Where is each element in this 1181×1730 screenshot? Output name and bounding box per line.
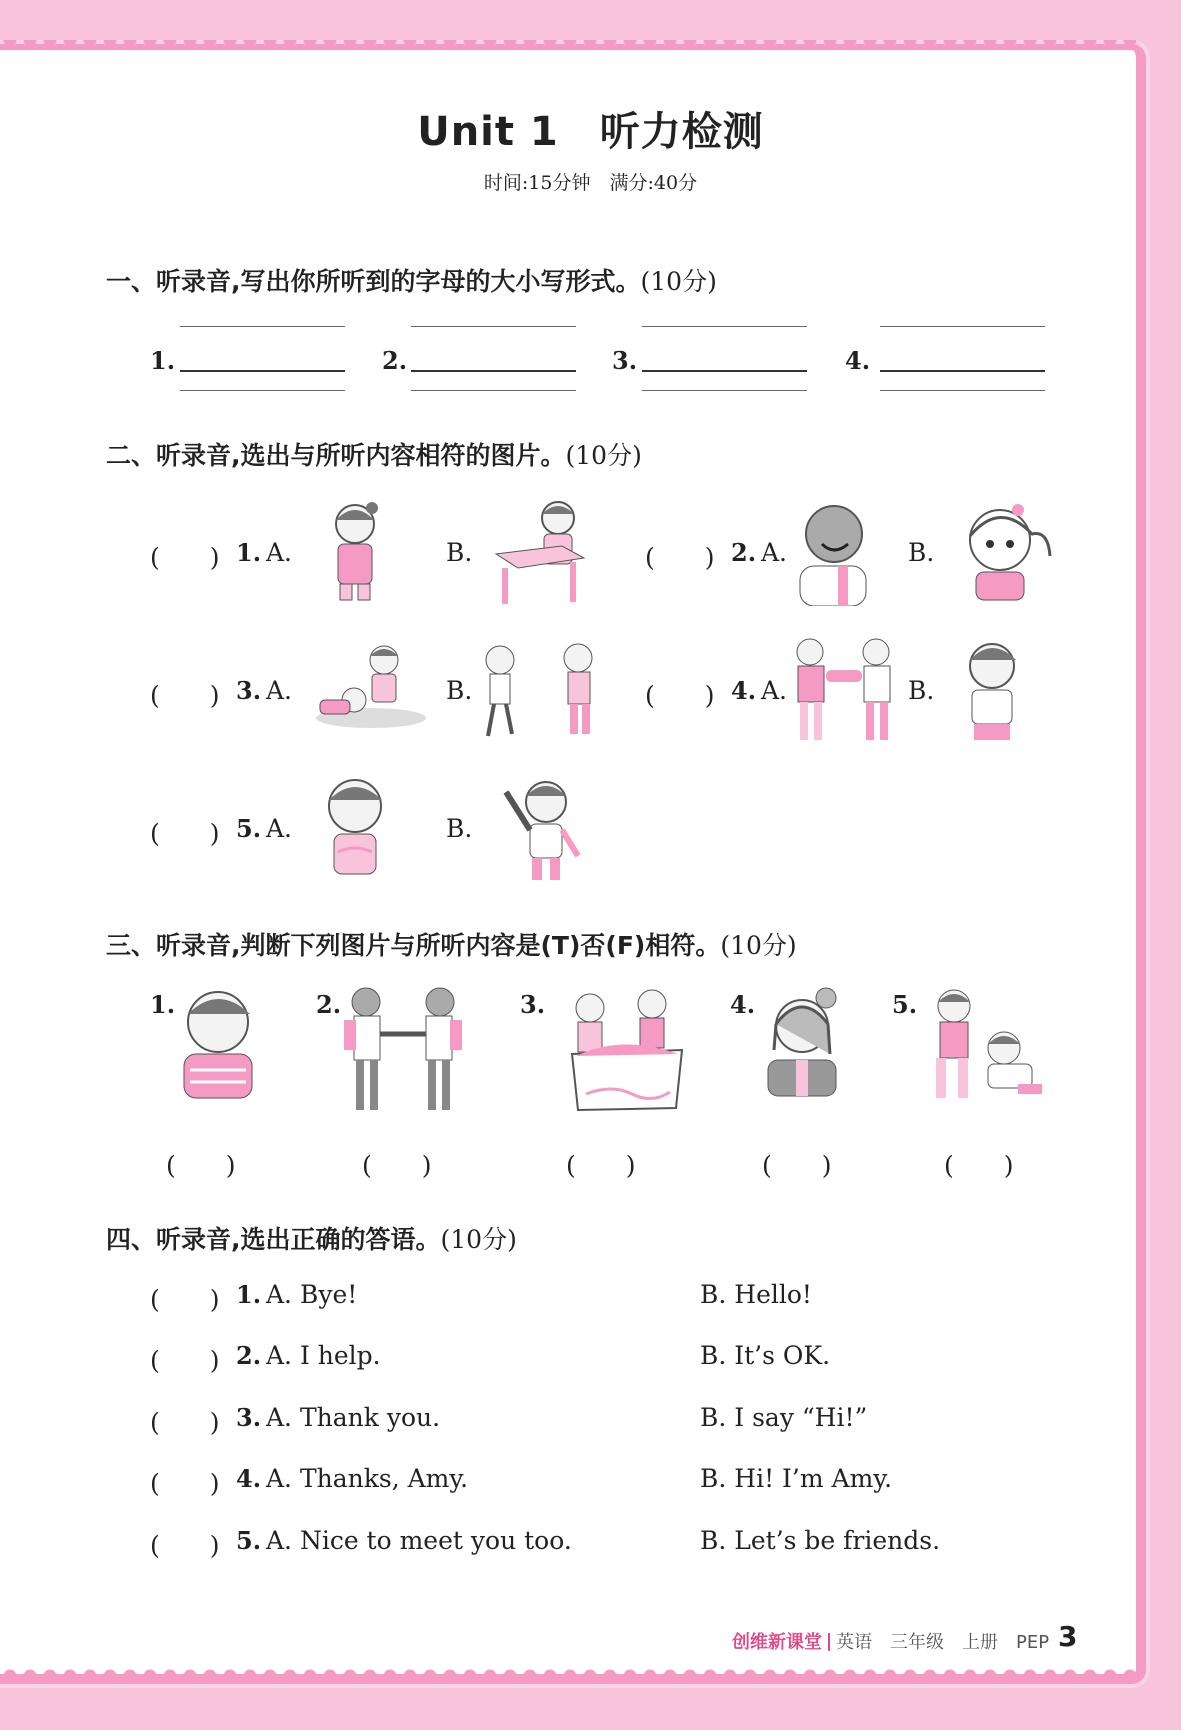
wavy-border-bottom <box>0 1662 1136 1676</box>
s4-item-2-option-b: B. It’s OK. <box>700 1341 831 1370</box>
s2-item-4-b-label: B. <box>908 676 935 705</box>
s1-write-line-4[interactable] <box>880 370 1045 372</box>
s1-line <box>411 390 576 391</box>
s2-item-3-a-label: A. <box>266 676 293 705</box>
s4-item-4-option-b: B. Hi! I’m Amy. <box>700 1464 893 1493</box>
section2-points: (10分) <box>565 441 642 470</box>
s4-item-5-option-a: A. Nice to meet you too. <box>266 1526 572 1555</box>
s2-item-1-a-label: A. <box>266 538 293 567</box>
section2-title: 二、听录音,选出与所听内容相符的图片。 <box>106 441 566 470</box>
s1-line <box>180 326 345 327</box>
s1-item-2-number: 2. <box>382 346 408 375</box>
boy-thinking-illustration <box>176 984 260 1104</box>
section3-heading <box>106 926 797 962</box>
s3-answer-paren-2[interactable]: ( ) <box>362 1151 432 1180</box>
s2-item-2-a-label: A. <box>761 538 788 567</box>
girl-smiling-illustration <box>760 984 844 1100</box>
s2-item-3-number: 3. <box>236 676 262 705</box>
s3-answer-paren-5[interactable]: ( ) <box>944 1151 1014 1180</box>
s4-item-5-number: 5. <box>236 1526 262 1555</box>
s4-item-2-number: 2. <box>236 1341 262 1370</box>
s1-line <box>180 390 345 391</box>
girl-at-desk-illustration <box>492 496 592 606</box>
s1-item-1-number: 1. <box>150 346 176 375</box>
s1-line <box>642 326 807 327</box>
boy-helping-fallen-boy-illustration <box>918 984 1044 1108</box>
page-subtitle: 时间:15分钟 满分:40分 <box>483 172 698 194</box>
s4-item-5-option-b: B. Let’s be friends. <box>700 1526 941 1555</box>
s2-item-5-b-label: B. <box>446 814 473 843</box>
s4-answer-paren-3[interactable]: ( ) <box>150 1408 220 1437</box>
s4-answer-paren-5[interactable]: ( ) <box>150 1531 220 1560</box>
section3-title: 三、听录音,判断下列图片与所听内容是(T)否(F)相符。 <box>106 931 721 960</box>
s1-write-line-1[interactable] <box>180 370 345 372</box>
s4-item-4-number: 4. <box>236 1464 262 1493</box>
s3-answer-paren-4[interactable]: ( ) <box>762 1151 832 1180</box>
s1-line <box>411 326 576 327</box>
boy-smiling-illustration <box>792 494 872 606</box>
s4-answer-paren-4[interactable]: ( ) <box>150 1469 220 1498</box>
s3-item-5-number: 5. <box>892 990 918 1019</box>
s4-item-3-option-b: B. I say “Hi!” <box>700 1403 868 1432</box>
s2-item-1-number: 1. <box>236 538 262 567</box>
s2-item-2-number: 2. <box>731 538 757 567</box>
boy-waving-hello-illustration <box>494 772 584 882</box>
s2-answer-paren-2[interactable]: ( ) <box>645 543 715 572</box>
s1-line <box>880 326 1045 327</box>
boy-rubbing-eyes-illustration <box>318 774 392 880</box>
section1-points: (10分) <box>640 267 717 296</box>
section1-heading <box>106 262 717 298</box>
s1-line <box>642 390 807 391</box>
s2-answer-paren-4[interactable]: ( ) <box>645 681 715 710</box>
s2-item-5-number: 5. <box>236 814 262 843</box>
s3-item-3-number: 3. <box>520 990 546 1019</box>
s1-item-3-number: 3. <box>612 346 638 375</box>
s4-answer-paren-2[interactable]: ( ) <box>150 1346 220 1375</box>
boys-shaking-hands-illustration <box>344 984 462 1114</box>
page-title: Unit 1 听力检测 <box>417 109 764 155</box>
footer-brand: 创维新课堂 <box>732 1632 822 1653</box>
s2-answer-paren-3[interactable]: ( ) <box>150 681 220 710</box>
section3-points: (10分) <box>720 931 797 960</box>
wavy-border-top <box>0 40 1136 52</box>
boy-helping-girl-illustration <box>314 640 429 730</box>
boy-standing-illustration <box>958 636 1028 742</box>
s2-answer-paren-1[interactable]: ( ) <box>150 543 220 572</box>
section2-heading <box>106 436 642 472</box>
girl-waving-illustration <box>950 500 1055 602</box>
kids-sharing-illustration <box>790 636 896 744</box>
s4-item-1-option-a: A. Bye! <box>266 1280 358 1309</box>
s4-item-4-option-a: A. Thanks, Amy. <box>266 1464 469 1493</box>
s4-item-1-number: 1. <box>236 1280 262 1309</box>
footer <box>732 1628 1049 1654</box>
section4-heading <box>106 1220 517 1256</box>
s2-answer-paren-5[interactable]: ( ) <box>150 819 220 848</box>
s2-item-2-b-label: B. <box>908 538 935 567</box>
footer-info: 英语 三年级 上册 PEP <box>836 1632 1050 1653</box>
s1-line <box>880 390 1045 391</box>
s2-item-1-b-label: B. <box>446 538 473 567</box>
kids-at-toy-box-illustration <box>552 984 692 1114</box>
s1-item-4-number: 4. <box>845 346 871 375</box>
s3-answer-paren-1[interactable]: ( ) <box>166 1151 236 1180</box>
girl-thinking-illustration <box>318 498 393 603</box>
s4-item-3-option-a: A. Thank you. <box>266 1403 441 1432</box>
section1-title: 一、听录音,写出你所听到的字母的大小写形式。 <box>106 267 641 296</box>
s2-item-4-number: 4. <box>731 676 757 705</box>
s2-item-3-b-label: B. <box>446 676 473 705</box>
s4-item-3-number: 3. <box>236 1403 262 1432</box>
section4-points: (10分) <box>440 1225 517 1254</box>
s3-answer-paren-3[interactable]: ( ) <box>566 1151 636 1180</box>
s1-write-line-2[interactable] <box>411 370 576 372</box>
s3-item-1-number: 1. <box>150 990 176 1019</box>
s4-item-1-option-b: B. Hello! <box>700 1280 812 1309</box>
footer-divider <box>828 1633 830 1651</box>
s4-item-2-option-a: A. I help. <box>266 1341 381 1370</box>
s4-answer-paren-1[interactable]: ( ) <box>150 1285 220 1314</box>
s3-item-4-number: 4. <box>730 990 756 1019</box>
page-number: 3 <box>1058 1620 1078 1653</box>
s3-item-2-number: 2. <box>316 990 342 1019</box>
s2-item-4-a-label: A. <box>761 676 788 705</box>
s1-write-line-3[interactable] <box>642 370 807 372</box>
section4-title: 四、听录音,选出正确的答语。 <box>106 1225 441 1254</box>
s2-item-5-a-label: A. <box>266 814 293 843</box>
boy-and-girl-waving-illustration <box>478 640 604 740</box>
